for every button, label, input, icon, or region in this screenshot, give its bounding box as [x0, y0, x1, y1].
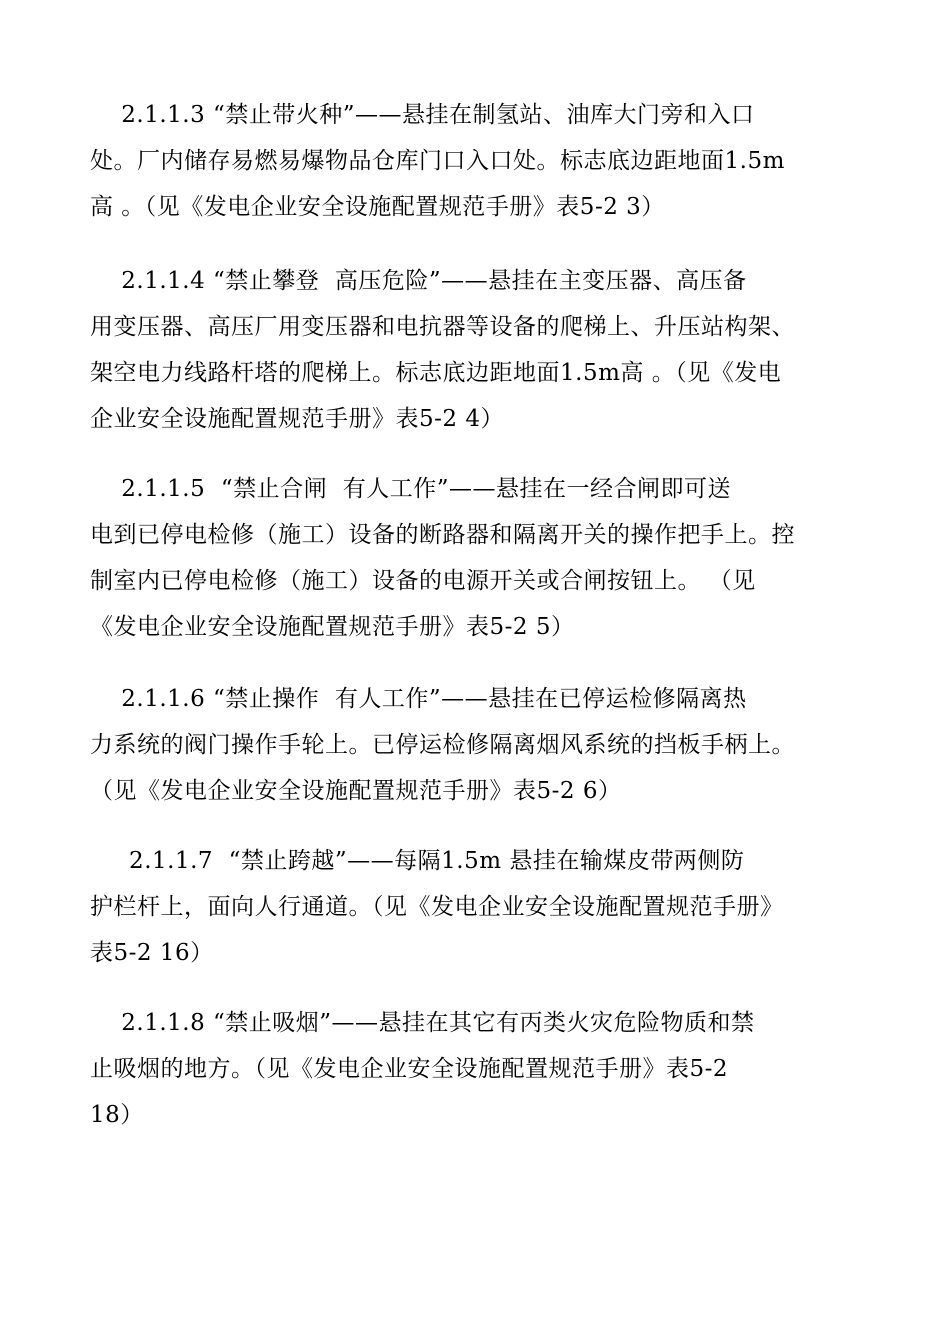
text-line: 2.1.1.7 “禁止跨越”——每隔1.5m 悬挂在输煤皮带两侧防	[90, 848, 745, 874]
text-line: 2.1.1.5 “禁止合闸 有人工作”——悬挂在一经合闸即可送	[90, 476, 731, 502]
text-line: 用变压器、高压厂用变压器和电抗器等设备的爬梯上、升压站构架、	[90, 314, 795, 340]
text-line: 2.1.1.3 “禁止带火种”——悬挂在制氢站、油库大门旁和入口	[90, 102, 755, 128]
text-line: 表5-2 16）	[90, 940, 214, 966]
text-line: 高 。（见《发电企业安全设施配置规范手册》表5-2 3）	[90, 194, 665, 220]
text-line: 企业安全设施配置规范手册》表5-2 4）	[90, 406, 504, 432]
paragraph-2-1-1-6	[90, 676, 870, 814]
paragraph-2-1-1-8	[90, 1000, 870, 1138]
text-line: 制室内已停电检修（施工）设备的电源开关或合闸按钮上。 （见	[90, 568, 756, 594]
text-line: 《发电企业安全设施配置规范手册》表5-2 5）	[90, 614, 575, 640]
text-line: 止吸烟的地方。（见《发电企业安全设施配置规范手册》表5-2	[90, 1056, 729, 1082]
text-line: 18）	[90, 1102, 144, 1128]
text-line: 电到已停电检修（施工）设备的断路器和隔离开关的操作把手上。控	[90, 522, 795, 548]
text-line: 2.1.1.8 “禁止吸烟”——悬挂在其它有丙类火灾危险物质和禁	[90, 1010, 755, 1036]
paragraph-2-1-1-7	[90, 838, 870, 976]
paragraph-2-1-1-5	[90, 466, 870, 650]
text-line: （见《发电企业安全设施配置规范手册》表5-2 6）	[90, 778, 622, 804]
text-line: 护栏杆上，面向人行通道。（见《发电企业安全设施配置规范手册》	[90, 894, 784, 920]
text-line: 2.1.1.6 “禁止操作 有人工作”——悬挂在已停运检修隔离热	[90, 686, 747, 712]
text-line: 力系统的阀门操作手轮上。已停运检修隔离烟风系统的挡板手柄上。	[90, 732, 795, 758]
paragraph-2-1-1-4	[90, 258, 870, 442]
paragraph-2-1-1-3	[90, 92, 870, 230]
text-line: 2.1.1.4 “禁止攀登 高压危险”——悬挂在主变压器、高压备	[90, 268, 747, 294]
text-line: 处。厂内储存易燃易爆物品仓库门口入口处。标志底边距地面1.5m	[90, 148, 785, 174]
text-line: 架空电力线路杆塔的爬梯上。标志底边距地面1.5m高 。（见《发电	[90, 360, 782, 386]
